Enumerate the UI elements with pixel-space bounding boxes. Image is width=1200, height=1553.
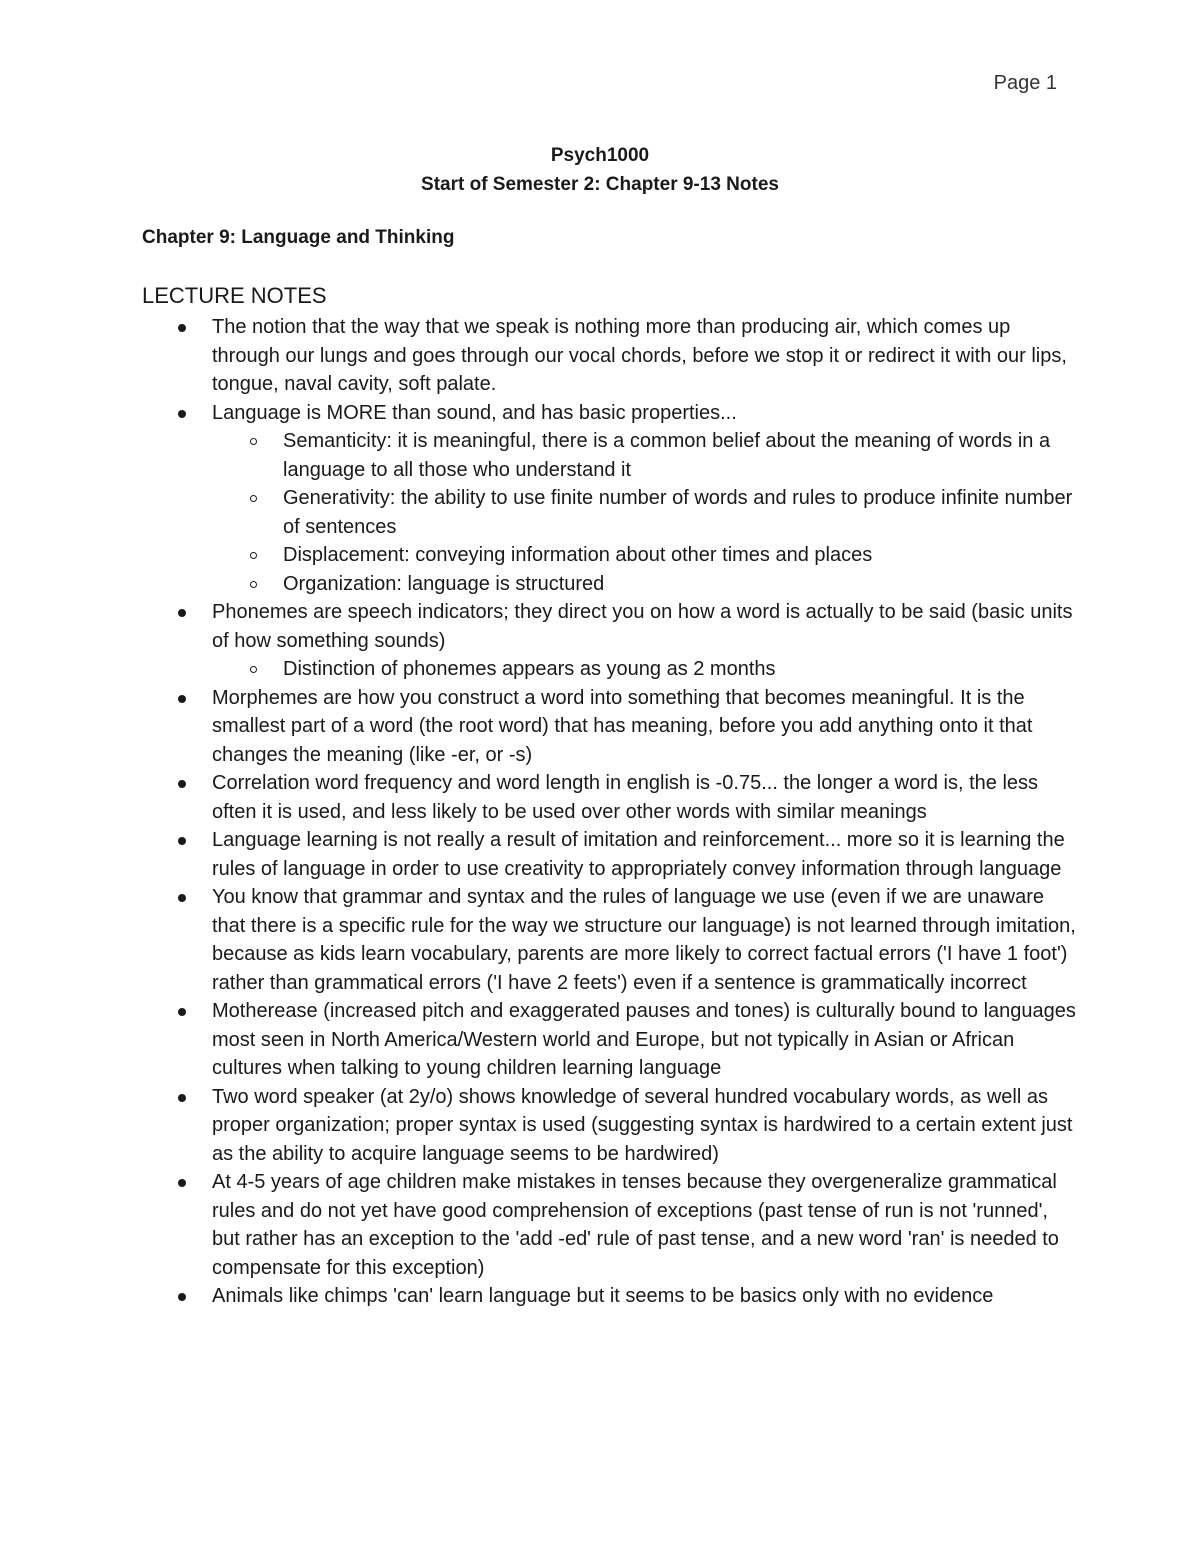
bullet-item	[142, 997, 1077, 1083]
lecture-notes-list	[142, 313, 1077, 1311]
sub-bullet-text: Generativity: the ability to use finite number of words and rules to produce infinite number of sentences	[283, 487, 1073, 538]
bullet-item	[142, 883, 1077, 997]
sub-bullet-text: Displacement: conveying information about other times and places	[283, 544, 873, 566]
bullet-text: Morphemes are how you construct a word into something that becomes meaningful. It is the smallest part of a word (the root word) that has meaning, before you add anything onto it that changes the meaning (like -er, or -s)	[212, 686, 1033, 766]
hollow-circle-bullet-icon	[250, 438, 257, 445]
hollow-circle-bullet-icon	[250, 666, 257, 673]
bullet-dot-icon	[178, 695, 186, 703]
bullet-text: Language is MORE than sound, and has basic properties...	[212, 401, 737, 424]
bullet-item	[142, 1168, 1077, 1282]
bullet-dot-icon	[178, 894, 186, 902]
bullet-item	[142, 684, 1077, 770]
bullet-dot-icon	[178, 1008, 186, 1016]
bullet-item	[142, 313, 1077, 399]
bullet-text: At 4-5 years of age children make mistakes in tenses because they overgeneralize grammatical rules and do not yet have good comprehension of exceptions (past tense of run is not 'runned', but rather has an exception to the 'add -ed' rule of past tense, and a new word 'ran' is needed to compensate for this exception)	[212, 1171, 1059, 1279]
bullet-item	[142, 769, 1077, 826]
sub-bullet-text: Organization: language is structured	[283, 572, 605, 595]
bullet-text: You know that grammar and syntax and the rules of language we use (even if we are unaware that there is a specific rule for the way we structure our language) is not learned through imitation, because as kids learn vocabulary, parents are more likely to correct factual errors ('I have 1 foot') rather than grammatical errors ('I have 2 feets') even if a sentence is grammatically incorrect	[212, 886, 1076, 994]
sub-bullet-text: Semanticity: it is meaningful, there is a common belief about the meaning of words in a language to all those who understand it	[283, 430, 1051, 481]
bullet-text: Animals like chimps 'can' learn language but it seems to be basics only with no evidence	[212, 1285, 994, 1307]
bullet-dot-icon	[178, 410, 186, 418]
document-header	[0, 141, 1200, 199]
bullet-dot-icon	[178, 324, 186, 332]
bullet-text: Motherease (increased pitch and exaggerated pauses and tones) is culturally bound to languages most seen in North America/Western world and Europe, but not typically in Asian or African cultures when talking to young children learning language	[212, 1000, 1076, 1079]
page-number: Page 1	[993, 72, 1057, 94]
bullet-dot-icon	[178, 609, 186, 617]
chapter-title: Chapter 9: Language and Thinking	[142, 227, 455, 248]
sub-bullet-item	[142, 541, 1077, 570]
bullet-text: The notion that the way that we speak is nothing more than producing air, which comes up through our lungs and goes through our vocal chords, before we stop it or redirect it with our lips, tongue, naval cavity, soft palate.	[212, 316, 1067, 395]
bullet-text: Phonemes are speech indicators; they direct you on how a word is actually to be said (basic units of how something sounds)	[212, 601, 1073, 652]
course-title: Psych1000	[550, 145, 650, 166]
sub-bullet-item	[142, 427, 1077, 484]
bullet-dot-icon	[178, 1179, 186, 1187]
bullet-item	[142, 826, 1077, 883]
sub-bullet-item	[142, 570, 1077, 599]
sub-bullet-item	[142, 484, 1077, 541]
section-title: LECTURE NOTES	[142, 283, 327, 308]
bullet-dot-icon	[178, 837, 186, 845]
bullet-dot-icon	[178, 780, 186, 788]
sub-bullet-item	[142, 655, 1077, 684]
bullet-text: Language learning is not really a result of imitation and reinforcement... more so it is learning the rules of language in order to use creativity to appropriately convey information through language	[212, 829, 1065, 880]
hollow-circle-bullet-icon	[250, 552, 257, 559]
hollow-circle-bullet-icon	[250, 581, 257, 588]
bullet-dot-icon	[178, 1094, 186, 1102]
bullet-dot-icon	[178, 1293, 186, 1301]
sub-bullet-text: Distinction of phonemes appears as young as 2 months	[283, 658, 776, 680]
bullet-item	[142, 1083, 1077, 1169]
bullet-item	[142, 1282, 1077, 1311]
bullet-text: Correlation word frequency and word length in english is -0.75... the longer a word is, the less often it is used, and less likely to be used over other words with similar meanings	[212, 772, 1039, 823]
document-subtitle: Start of Semester 2: Chapter 9-13 Notes	[421, 174, 779, 195]
bullet-item	[142, 399, 1077, 428]
bullet-text: Two word speaker (at 2y/o) shows knowledge of several hundred vocabulary words, as well as proper organization; proper syntax is used (suggesting syntax is hardwired to a certain extent just as the ability to acquire language seems to be hardwired)	[212, 1085, 1073, 1165]
bullet-item	[142, 598, 1077, 655]
hollow-circle-bullet-icon	[250, 495, 257, 502]
